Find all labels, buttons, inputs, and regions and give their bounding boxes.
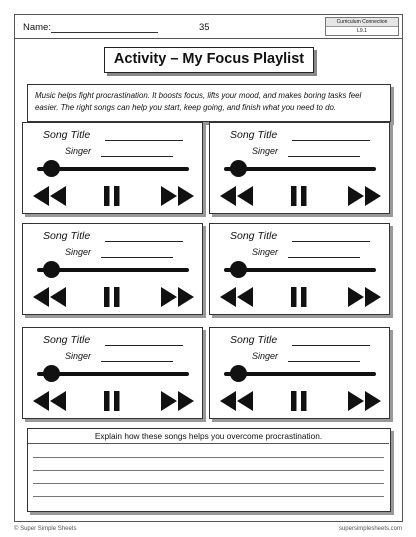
song-card <box>22 122 203 214</box>
curriculum-connection-box <box>325 17 399 36</box>
pause-icon <box>104 287 120 312</box>
singer-field[interactable] <box>288 257 360 258</box>
singer-field[interactable] <box>101 156 173 157</box>
intro-text: Music helps fight procrastination. It boosts focus, lifts your mood, and makes boring tasks feel easier. The right songs can help you start, keep going, and finish what you need to do. <box>27 84 391 122</box>
singer-label: Singer <box>65 247 92 257</box>
song-title-label: Song Title <box>230 129 278 141</box>
writing-line[interactable] <box>33 457 384 458</box>
song-card <box>22 223 203 315</box>
rewind-icon <box>220 391 254 416</box>
song-title-label: Song Title <box>43 334 91 346</box>
pause-icon <box>104 186 120 211</box>
explain-prompt: Explain how these songs helps you overcome procrastination. <box>28 429 389 444</box>
name-label: Name: <box>23 22 51 33</box>
song-title-label: Song Title <box>230 230 278 242</box>
progress-knob <box>230 261 247 278</box>
progress-knob <box>43 365 60 382</box>
progress-knob <box>43 160 60 177</box>
footer-website: supersimplesheets.com <box>338 526 402 532</box>
progress-knob <box>230 365 247 382</box>
footer-copyright: © Super Simple Sheets <box>14 526 77 532</box>
singer-label: Singer <box>252 146 279 156</box>
rewind-icon <box>220 287 254 312</box>
progress-knob <box>43 261 60 278</box>
writing-line[interactable] <box>33 496 384 497</box>
fast-forward-icon <box>348 186 382 211</box>
song-title-field[interactable] <box>105 345 183 346</box>
song-title-field[interactable] <box>292 345 370 346</box>
singer-field[interactable] <box>288 361 360 362</box>
song-title-label: Song Title <box>43 230 91 242</box>
page-title: Activity – My Focus Playlist <box>104 47 314 73</box>
name-field[interactable] <box>51 32 158 33</box>
singer-label: Singer <box>65 146 92 156</box>
song-card <box>22 327 203 419</box>
worksheet-frame <box>14 14 403 522</box>
rewind-icon <box>33 186 67 211</box>
pause-icon <box>291 287 307 312</box>
worksheet-header <box>15 15 402 39</box>
song-card <box>209 223 390 315</box>
rewind-icon <box>33 391 67 416</box>
pause-icon <box>291 186 307 211</box>
song-card <box>209 327 390 419</box>
fast-forward-icon <box>161 391 195 416</box>
song-card <box>209 122 390 214</box>
singer-field[interactable] <box>288 156 360 157</box>
song-title-label: Song Title <box>43 129 91 141</box>
fast-forward-icon <box>161 287 195 312</box>
writing-line[interactable] <box>33 470 384 471</box>
curriculum-connection-code: L9.1 <box>357 28 367 34</box>
singer-field[interactable] <box>101 257 173 258</box>
song-title-field[interactable] <box>105 140 183 141</box>
fast-forward-icon <box>348 391 382 416</box>
explain-section <box>27 428 391 512</box>
song-title-field[interactable] <box>105 241 183 242</box>
writing-line[interactable] <box>33 483 384 484</box>
rewind-icon <box>220 186 254 211</box>
progress-knob <box>230 160 247 177</box>
fast-forward-icon <box>161 186 195 211</box>
song-title-label: Song Title <box>230 334 278 346</box>
singer-field[interactable] <box>101 361 173 362</box>
curriculum-connection-title: Curriculum Connection <box>326 18 398 27</box>
singer-label: Singer <box>252 247 279 257</box>
song-title-field[interactable] <box>292 140 370 141</box>
page-number: 35 <box>199 22 210 33</box>
song-title-field[interactable] <box>292 241 370 242</box>
pause-icon <box>104 391 120 416</box>
fast-forward-icon <box>348 287 382 312</box>
singer-label: Singer <box>65 351 92 361</box>
rewind-icon <box>33 287 67 312</box>
pause-icon <box>291 391 307 416</box>
singer-label: Singer <box>252 351 279 361</box>
